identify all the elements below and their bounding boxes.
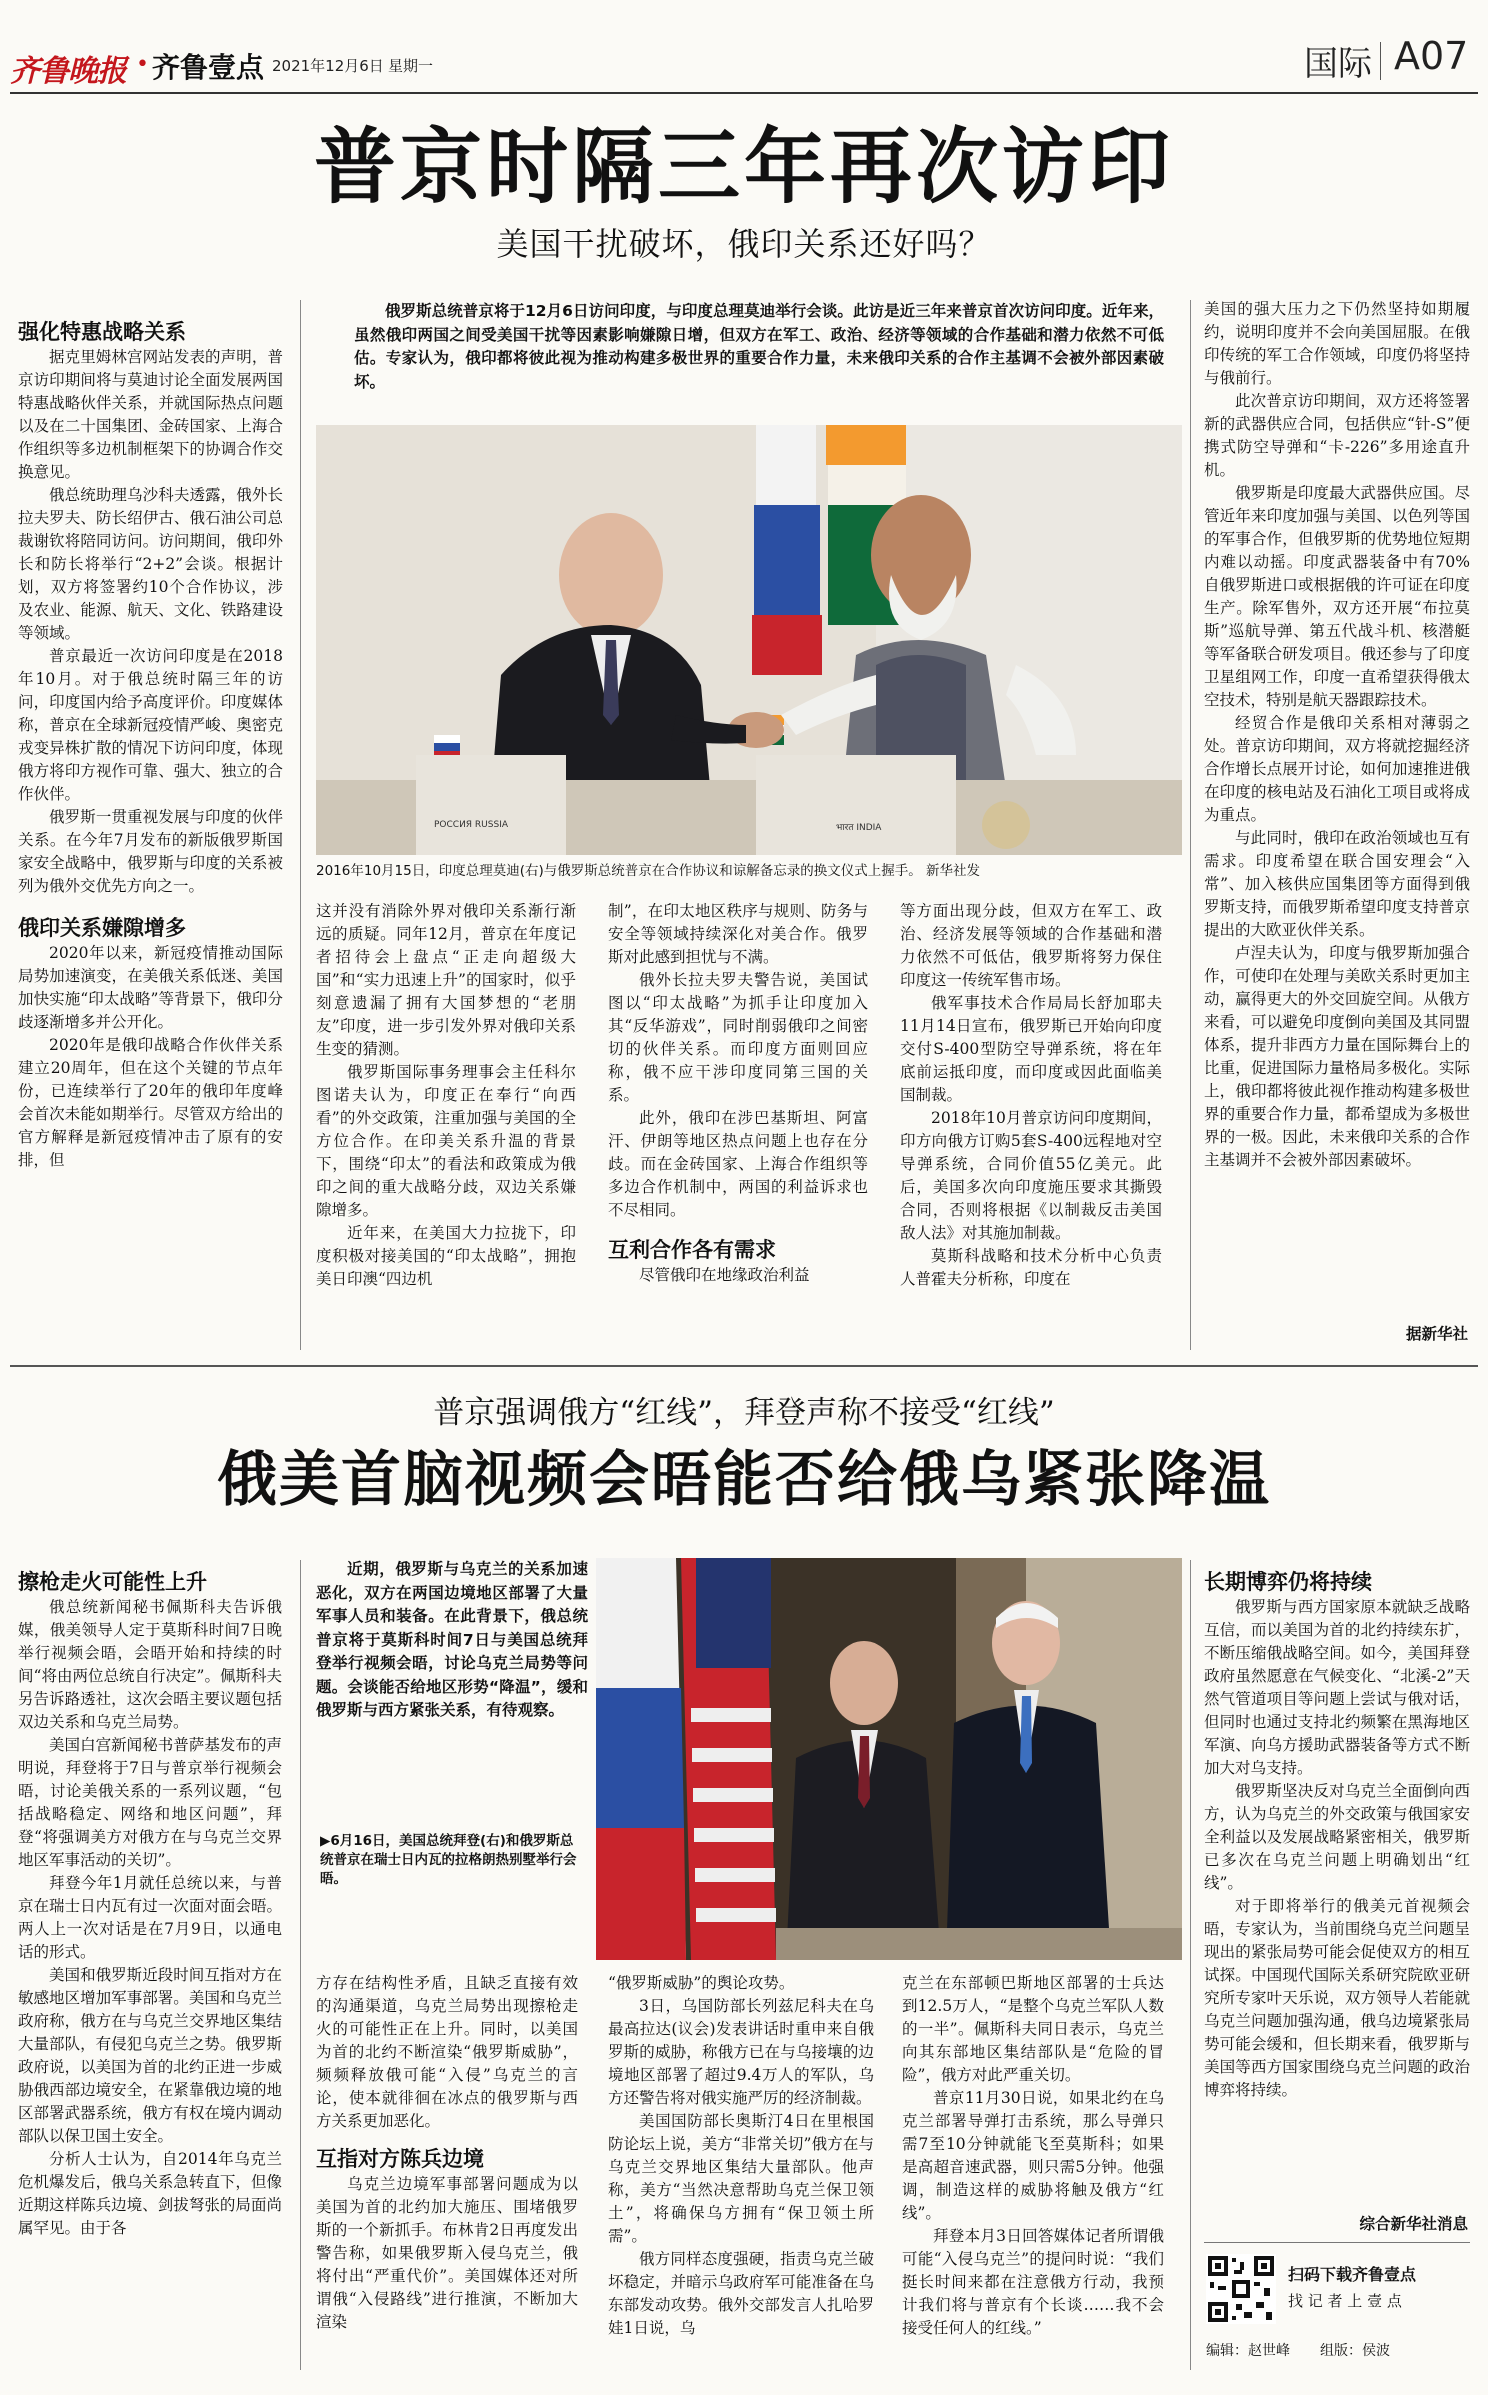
issue-date: 2021年12月6日	[272, 57, 384, 75]
paragraph: 美国的强大压力之下仍然坚持如期履约，说明印度并不会向美国屈服。在俄印传统的军工合作领域，印度仍将坚持与俄前行。	[1204, 300, 1470, 387]
issue-weekday: 星期一	[388, 57, 434, 75]
subhead-risk: 擦枪走火可能性上升	[18, 1570, 207, 1594]
newspaper-logo: 齐鲁晚报	[10, 54, 126, 89]
paragraph: 3日，乌国防部长列兹尼科夫在乌最高拉达(议会)发表讲话时重申来自俄罗斯的威胁，称俄方已在与乌接壤的边境地区部署了超过9.4万人的军队，乌方还警告将对俄实施严厉的经济制裁。	[608, 1997, 874, 2107]
paragraph: 普京11月30日说，如果北约在乌克兰部署导弹打击系统，那么导弹只需7至10分钟就能飞至莫斯科；如果是高超音速武器，则只需5分钟。他强调，制造这样的威胁将触及俄方“红线”。	[902, 2089, 1164, 2222]
podium-label-right: भारत INDIA	[836, 823, 882, 833]
qr-caption: 扫码下载齐鲁壹点	[1288, 2265, 1417, 2284]
paragraph: 俄罗斯坚决反对乌克兰全面倒向西方，认为乌克兰的外交政策与俄国家安全利益以及发展战略紧密相关，俄罗斯已多次在乌克兰问题上明确划出“红线”。	[1204, 1782, 1470, 1892]
story2-headline: 俄美首脑视频会晤能否给俄乌紧张降温	[217, 1445, 1271, 1515]
column-rule	[1190, 300, 1191, 1350]
story1-photo-caption: 2016年10月15日，印度总理莫迪(右)与俄罗斯总统普京在合作协议和谅解备忘录的换文仪式上握手。 新华社发	[316, 863, 981, 879]
subhead-rift: 俄印关系嫌隙增多	[18, 916, 186, 940]
paragraph: 卢涅夫认为，印度与俄罗斯加强合作，可使印在处理与美欧关系时更加主动，赢得更大的外交回旋空间。从俄方来看，可以避免印度倒向美国及其同盟体系，提升非西方力量在国际舞台上的比重，促进国际力量格局多极化。实际上，俄印都将彼此视作推动构建多极世界的重要合作力量，都希望成为多极世界的一极。因此，未来俄印关系的合作主基调并不会被外部因素破坏。	[1204, 944, 1470, 1169]
story1-col5	[1204, 298, 1470, 1320]
paragraph: 等方面出现分歧，但双方在军工、政治、经济发展等领域的合作基础和潜力依然不可低估，俄罗斯将努力保住印度这一传统军售市场。	[900, 902, 1162, 989]
qr-subcaption: 找 记 者 上 壹 点	[1288, 2292, 1402, 2310]
qr-code[interactable]	[1206, 2254, 1276, 2324]
paragraph: 俄总统助理乌沙科夫透露，俄外长拉夫罗夫、防长绍伊古、俄石油公司总裁谢钦将陪同访问。访问期间，俄印外长和防长将举行“2+2”会谈。根据计划，双方将签署约10个合作协议，涉及农业、能源、航天、文化、铁路建设等领域。	[18, 486, 283, 642]
paragraph: “俄罗斯威胁”的舆论攻势。	[608, 1974, 795, 1992]
column-rule	[300, 300, 301, 1350]
story1-col4	[900, 900, 1162, 1350]
story2-col2	[316, 1972, 578, 2372]
column-rule	[300, 1560, 301, 2370]
story2-photo	[596, 1558, 1182, 1960]
paragraph: 莫斯科战略和技术分析中心负责人普霍夫分析称，印度在	[900, 1247, 1162, 1288]
paragraph: 2020年是俄印战略合作伙伴关系建立20周年，但在这个关键的节点年份，已连续举行了20年的俄印年度峰会首次未能如期举行。尽管双方给出的官方解释是新冠疫情冲击了原有的安排，但	[18, 1036, 283, 1169]
editor-credit: 编辑：赵世峰	[1206, 2343, 1290, 2359]
story2-col1	[18, 1568, 282, 2368]
story1-source: 据新华社	[1405, 1325, 1468, 1343]
page-number: A07	[1394, 34, 1469, 78]
paragraph: 2020年以来，新冠疫情推动国际局势加速演变，在美俄关系低迷、美国加快实施“印太战略”等背景下，俄印分歧逐渐增多并公开化。	[18, 944, 283, 1031]
paragraph: 近年来，在美国大力拉拢下，印度积极对接美国的“印太战略”，拥抱美日印澳“四边机	[316, 1224, 576, 1288]
subhead-strengthen: 强化特惠战略关系	[18, 320, 186, 344]
paragraph: 这并没有消除外界对俄印关系渐行渐远的质疑。同年12月，普京在年度记者招待会上盘点“正走向超级大国”和“实力迅速上升”的国家时，似乎刻意遗漏了拥有大国梦想的“老朋友”印度，进一步引发外界对俄印关系生变的猜测。	[316, 902, 576, 1058]
paragraph: 此外，俄印在涉巴基斯坦、阿富汗、伊朗等地区热点问题上也存在分歧。而在金砖国家、上海合作组织等多边合作机制中，两国的利益诉求也不尽相同。	[608, 1109, 868, 1219]
paragraph: 尽管俄印在地缘政治利益	[639, 1266, 810, 1284]
paragraph: 拜登本月3日回答媒体记者所谓俄可能“入侵乌克兰”的提问时说：“我们挺长时间来都在注意俄方行动，我预计我们将与普京有个长谈……我不会接受任何人的红线。”	[902, 2227, 1164, 2337]
paragraph: 俄罗斯一贯重视发展与印度的伙伴关系。在今年7月发布的新版俄罗斯国家安全战略中，俄罗斯与印度的关系被列为俄外交优先方向之一。	[18, 808, 283, 895]
story1-col2	[316, 900, 576, 1350]
story1-headline: 普京时隔三年再次访印	[313, 120, 1174, 215]
summit-photo	[596, 1558, 1182, 1960]
app-logo: 齐鲁壹点	[152, 51, 265, 84]
story-separator	[10, 1365, 1478, 1367]
paragraph: 俄总统新闻秘书佩斯科夫告诉俄媒，俄美领导人定于莫斯科时间7日晚举行视频会晤，会晤开始和持续的时间“将由两位总统自行决定”。佩斯科夫另告诉路透社，这次会晤主要议题包括双边关系和乌克兰局势。	[18, 1598, 282, 1731]
story1-col1	[18, 318, 283, 1350]
section-divider	[1380, 42, 1381, 80]
subhead-long-term: 长期博弈仍将持续	[1204, 1570, 1372, 1594]
story2-col5	[1204, 1568, 1470, 2206]
paragraph: 俄外长拉夫罗夫警告说，美国试图以“印太战略”为抓手让印度加入其“反华游戏”，同时削弱俄印之间密切的伙伴关系。而印度方面则回应称，俄不应干涉印度同第三国的关系。	[608, 971, 868, 1104]
paragraph: 经贸合作是俄印关系相对薄弱之处。普京访印期间，双方将就挖掘经济合作增长点展开讨论，如何加速推进俄在印度的核电站及石油化工项目或将成为重点。	[1204, 714, 1470, 824]
paragraph: 美国国防部长奥斯汀4日在里根国防论坛上说，美方“非常关切”俄方在与乌克兰交界地区集结大量部队。他声称，美方“当然决意帮助乌克兰保卫领土”，将确保乌方拥有“保卫领土所需”。	[608, 2112, 874, 2245]
masthead	[10, 28, 1480, 88]
story1-subheadline: 美国干扰破坏，俄印关系还好吗？	[496, 225, 992, 263]
story1-photo	[316, 425, 1182, 855]
paragraph: 制”，在印太地区秩序与规则、防务与安全等领域持续深化对美合作。俄罗斯对此感到担忧与不满。	[608, 902, 868, 966]
section-name: 国际	[1304, 44, 1372, 84]
handshake-photo	[316, 425, 1182, 855]
story2-source: 综合新华社消息	[1359, 2215, 1468, 2233]
paragraph: 拜登今年1月就任总统以来，与普京在瑞士日内瓦有过一次面对面会晤。两人上一次对话是在7月9日，以通电话的形式。	[18, 1874, 282, 1961]
lead-paragraph: 俄罗斯总统普京将于12月6日访问印度，与印度总理莫迪举行会谈。此访是近三年来普京首次访问印度。近年来，虽然俄印两国之间受美国干扰等因素影响嫌隙日增，但双方在军工、政治、经济等领域的合作基础和潜力依然不可低估。专家认为，俄印都将彼此视为推动构建多极世界的重要合作力量，未来俄印关系的合作主基调不会被外部因素破坏。	[354, 302, 1164, 391]
podium-label-left: РОССИЯ RUSSIA	[434, 820, 509, 830]
layout-credit: 组版：侯波	[1320, 2343, 1390, 2359]
header-rule	[10, 92, 1478, 94]
paragraph: 美国白宫新闻秘书普萨基发布的声明说，拜登将于7日与普京举行视频会晤，讨论美俄关系的一系列议题，“包括战略稳定、网络和地区问题”，拜登“将强调美方对俄方在与乌克兰交界地区军事活动的关切”。	[18, 1736, 282, 1869]
paragraph: 克兰在东部顿巴斯地区部署的士兵达到12.5万人，“是整个乌克兰军队人数的一半”。佩斯科夫同日表示，乌克兰向其东部地区集结部队是“危险的冒险”，俄方对此严重关切。	[902, 1974, 1164, 2084]
column-rule	[1190, 1560, 1191, 2370]
story2-kicker: 普京强调俄方“红线”，拜登声称不接受“红线”	[433, 1395, 1055, 1431]
paragraph: 美国和俄罗斯近段时间互指对方在敏感地区增加军事部署。美国和乌克兰政府称，俄方在与乌克兰交界地区集结大量部队，有侵犯乌克兰之势。俄罗斯政府说，以美国为首的北约正进一步威胁俄西部边境安全，在紧靠俄边境的地区部署武器系统，俄方有权在境内调动部队以保卫国土安全。	[18, 1966, 282, 2145]
story2-col3	[608, 1972, 874, 2372]
subhead-troops: 互指对方陈兵边境	[316, 2147, 484, 2171]
paragraph: 俄罗斯与西方国家原本就缺乏战略互信，而以美国为首的北约持续东扩，不断压缩俄战略空间。如今，美国拜登政府虽然愿意在气候变化、“北溪-2”天然气管道项目等问题上尝试与俄对话，但同时也通过支持北约频繁在黑海地区军演、向乌方援助武器装备等方式不断加大对乌支持。	[1204, 1598, 1470, 1777]
story1-col3	[608, 900, 868, 1350]
lead-paragraph: 近期，俄罗斯与乌克兰的关系加速恶化，双方在两国边境地区部署了大量军事人员和装备。在此背景下，俄总统普京将于莫斯科时间7日与美国总统拜登举行视频会晤，讨论乌克兰局势等问题。会谈能否给地区形势“降温”，缓和俄罗斯与西方紧张关系，有待观察。	[316, 1560, 588, 1719]
paragraph: 分析人士认为，自2014年乌克兰危机爆发后，俄乌关系急转直下，但像近期这样陈兵边境、剑拔弩张的局面尚属罕见。由于各	[18, 2150, 282, 2237]
footer-rule	[1204, 2242, 1470, 2243]
logo-divider: •	[136, 52, 149, 77]
paragraph: 据克里姆林宫网站发表的声明，普京访印期间将与莫迪讨论全面发展两国特惠战略伙伴关系，并就国际热点问题以及在二十国集团、金砖国家、上海合作组织等多边机制框架下的协调合作交换意见。	[18, 348, 283, 481]
paragraph: 对于即将举行的俄美元首视频会晤，专家认为，当前围绕乌克兰问题呈现出的紧张局势可能会促使双方的相互试探。中国现代国际关系研究院欧亚研究所专家叶天乐说，双方领导人若能就乌克兰问题加强沟通，俄乌边境紧张局势可能会缓和，但长期来看，俄罗斯与美国等西方国家围绕乌克兰问题的政治博弈将持续。	[1204, 1897, 1470, 2099]
paragraph: 方存在结构性矛盾，且缺乏直接有效的沟通渠道，乌克兰局势出现擦枪走火的可能性正在上升。同时，以美国为首的北约不断渲染“俄罗斯威胁”，频频释放俄可能“入侵”乌克兰的言论，使本就徘徊在冰点的俄罗斯与西方关系更加恶化。	[316, 1974, 578, 2130]
story2-lead	[316, 1558, 588, 1818]
paragraph: 乌克兰边境军事部署问题成为以美国为首的北约加大施压、围堵俄罗斯的一个新抓手。布林肯2日再度发出警告称，如果俄罗斯入侵乌克兰，俄将付出“严重代价”。美国媒体还对所谓俄“入侵路线”进行推演，不断加大渲染	[316, 2175, 578, 2331]
qr-code-icon	[1206, 2254, 1276, 2324]
paragraph: 2018年10月普京访问印度期间，印方向俄方订购5套S-400远程地对空导弹系统，合同价值55亿美元。此后，美国多次向印度施压要求其撕毁合同，否则将根据《以制裁反击美国敌人法》对其施加制裁。	[900, 1109, 1162, 1242]
story1-lead	[354, 300, 1164, 400]
paragraph: 俄方同样态度强硬，指责乌克兰破坏稳定，并暗示乌政府军可能准备在乌东部发动攻势。俄外交部发言人扎哈罗娃1日说，乌	[608, 2250, 874, 2337]
paragraph: 俄罗斯是印度最大武器供应国。尽管近年来印度加强与美国、以色列等国的军事合作，但俄罗斯的优势地位短期内难以动摇。印度武器装备中有70%自俄罗斯进口或根据俄的许可证在印度生产。除军售外，双方还开展“布拉莫斯”巡航导弹、第五代战斗机、核潜艇等军备联合研发项目。俄还参与了印度卫星组网工作，印度一直希望获得俄太空技术，特别是航天器跟踪技术。	[1204, 484, 1470, 709]
story2-col4	[902, 1972, 1164, 2372]
paragraph: 普京最近一次访问印度是在2018年10月。对于俄总统时隔三年的访问，印度国内给予高度评价。印度媒体称，普京在全球新冠疫情严峻、奥密克戎变异株扩散的情况下访问印度，体现俄方将印方视作可靠、强大、独立的合作伙伴。	[18, 647, 283, 803]
subhead-mutual: 互利合作各有需求	[608, 1238, 776, 1262]
paragraph: 此次普京访印期间，双方还将签署新的武器供应合同，包括供应“针-S”便携式防空导弹和“卡-226”多用途直升机。	[1204, 392, 1470, 479]
paragraph: 俄罗斯国际事务理事会主任科尔图诺夫认为，印度正在奉行“向西看”的外交政策，注重加强与美国的全方位合作。在印美关系升温的背景下，围绕“印太”的看法和政策成为俄印之间的重大战略分歧，双边关系嫌隙增多。	[316, 1063, 576, 1219]
story2-photo-caption: ▶6月16日，美国总统拜登(右)和俄罗斯总统普京在瑞士日内瓦的拉格朗热别墅举行会晤。	[320, 1833, 577, 1887]
paragraph: 与此同时，俄印在政治领域也互有需求。印度希望在联合国安理会“入常”、加入核供应国集团等方面得到俄罗斯支持，而俄罗斯希望印度支持普京提出的大欧亚伙伴关系。	[1204, 829, 1470, 939]
paragraph: 俄军事技术合作局局长舒加耶夫11月14日宣布，俄罗斯已开始向印度交付S-400型防空导弹系统，将在年底前运抵印度，而印度或因此面临美国制裁。	[900, 994, 1162, 1104]
